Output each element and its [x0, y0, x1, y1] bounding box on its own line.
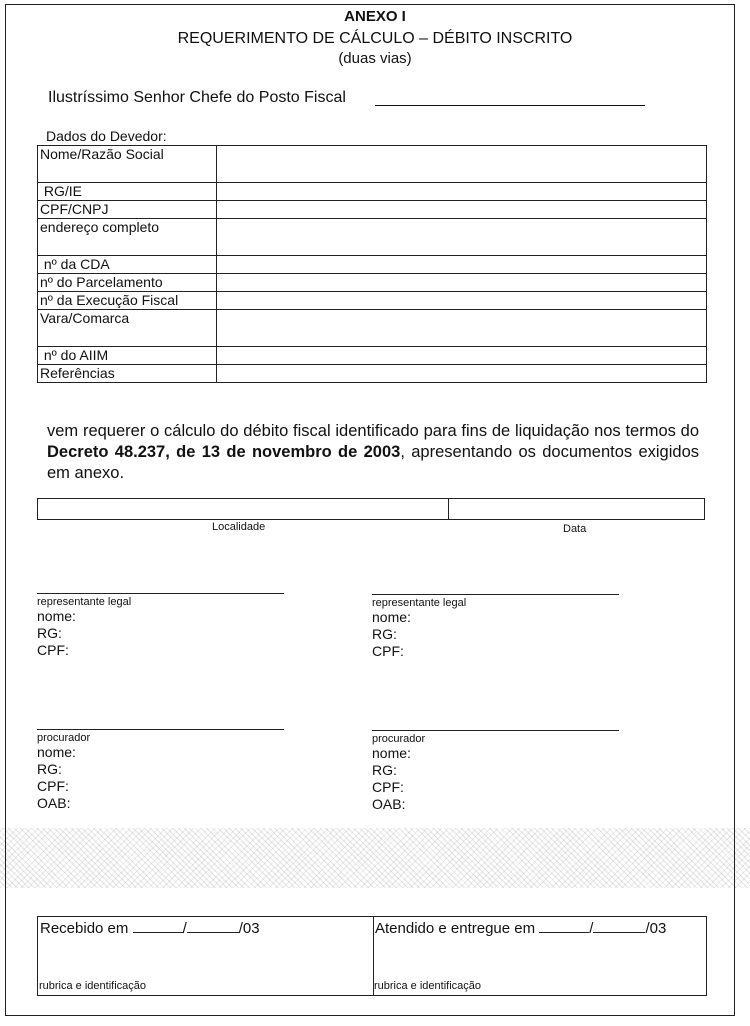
endereco-field[interactable] [217, 219, 707, 256]
attended-line [375, 920, 666, 937]
row-label-parcelamento: nº do Parcelamento [38, 274, 217, 292]
signature-title: procurador [372, 733, 426, 745]
debtor-table [37, 145, 707, 383]
received-line [40, 920, 260, 937]
table-row [38, 219, 707, 256]
nome-field[interactable] [217, 146, 707, 183]
attended-label: Atendido e entregue em [375, 920, 536, 937]
table-row [38, 183, 707, 201]
scan-fold-texture [0, 828, 750, 888]
signature-title: representante legal [372, 597, 467, 609]
row-label-nome: Nome/Razão Social [38, 146, 217, 183]
rubrica-left: rubrica e identificação [39, 980, 147, 992]
signature-line[interactable] [372, 594, 619, 595]
date-caption: Data [563, 523, 587, 535]
table-row [38, 292, 707, 310]
posto-fiscal-field[interactable] [375, 105, 645, 106]
vara-field[interactable] [217, 310, 707, 347]
table-row [38, 365, 707, 383]
signature-line[interactable] [372, 730, 619, 731]
field-rg: RG: [372, 626, 397, 642]
paragraph-text-1: vem requerer o cálculo do débito fiscal identificado para fins de liquidação nos termos do [47, 422, 699, 440]
signature-block-proc-left [37, 729, 284, 812]
rubrica-right: rubrica e identificação [374, 980, 482, 992]
referencias-field[interactable] [217, 365, 707, 383]
table-row [38, 256, 707, 274]
field-rg: RG: [37, 625, 62, 641]
aiim-field[interactable] [217, 347, 707, 365]
paragraph-text-2: , apresentando os documentos exigidos em anexo. [47, 443, 699, 482]
signature-line[interactable] [37, 593, 284, 594]
date-separator: / [182, 920, 187, 937]
field-cpf: CPF: [37, 642, 69, 658]
field-cpf: CPF: [372, 643, 404, 659]
table-row [38, 274, 707, 292]
attended-day-field[interactable] [539, 920, 589, 933]
signature-title: procurador [37, 732, 91, 744]
date-separator: / [589, 920, 594, 937]
row-label-cpf-cnpj: CPF/CNPJ [38, 201, 217, 219]
field-nome: nome: [372, 745, 411, 761]
signature-line[interactable] [37, 729, 284, 730]
date-field[interactable] [449, 499, 704, 519]
row-label-rg-ie: RG/IE [38, 183, 217, 201]
decree-reference: Decreto 48.237, de 13 de novembro de 2003 [47, 443, 401, 461]
field-cpf: CPF: [37, 778, 69, 794]
field-oab: OAB: [37, 795, 71, 811]
attended-year: /03 [645, 920, 667, 937]
signature-title: representante legal [37, 596, 132, 608]
cda-field[interactable] [217, 256, 707, 274]
field-rg: RG: [372, 762, 397, 778]
copies-note: (duas vias) [338, 50, 412, 67]
rg-ie-field[interactable] [217, 183, 707, 201]
received-year: /03 [238, 920, 260, 937]
received-label: Recebido em [40, 920, 129, 937]
field-nome: nome: [37, 608, 76, 624]
field-oab: OAB: [372, 796, 406, 812]
request-paragraph [47, 421, 699, 484]
signature-block-rep-left [37, 593, 284, 659]
received-month-field[interactable] [187, 920, 239, 933]
field-rg: RG: [37, 761, 62, 777]
row-label-referencias: Referências [38, 365, 217, 383]
annex-title: ANEXO I [344, 8, 406, 25]
locality-caption: Localidade [212, 521, 266, 533]
locality-date-box [37, 498, 705, 520]
field-nome: nome: [37, 744, 76, 760]
salutation: Ilustríssimo Senhor Chefe do Posto Fiscal [48, 89, 346, 106]
table-row [38, 146, 707, 183]
field-nome: nome: [372, 609, 411, 625]
execucao-field[interactable] [217, 292, 707, 310]
parcelamento-field[interactable] [217, 274, 707, 292]
signature-block-rep-right [372, 594, 619, 660]
row-label-aiim: nº do AIIM [38, 347, 217, 365]
row-label-cda: nº da CDA [38, 256, 217, 274]
signature-block-proc-right [372, 730, 619, 813]
cpf-cnpj-field[interactable] [217, 201, 707, 219]
row-label-endereco: endereço completo [38, 219, 217, 256]
row-label-execucao: nº da Execução Fiscal [38, 292, 217, 310]
field-cpf: CPF: [372, 779, 404, 795]
row-label-vara: Vara/Comarca [38, 310, 217, 347]
receipt-box [37, 916, 707, 996]
locality-field[interactable] [38, 499, 448, 519]
table-row [38, 347, 707, 365]
debtor-section-label: Dados do Devedor: [46, 128, 167, 144]
received-day-field[interactable] [133, 920, 183, 933]
form-title: REQUERIMENTO DE CÁLCULO – DÉBITO INSCRITO [177, 30, 573, 47]
attended-month-field[interactable] [593, 920, 645, 933]
table-row [38, 201, 707, 219]
table-row [38, 310, 707, 347]
